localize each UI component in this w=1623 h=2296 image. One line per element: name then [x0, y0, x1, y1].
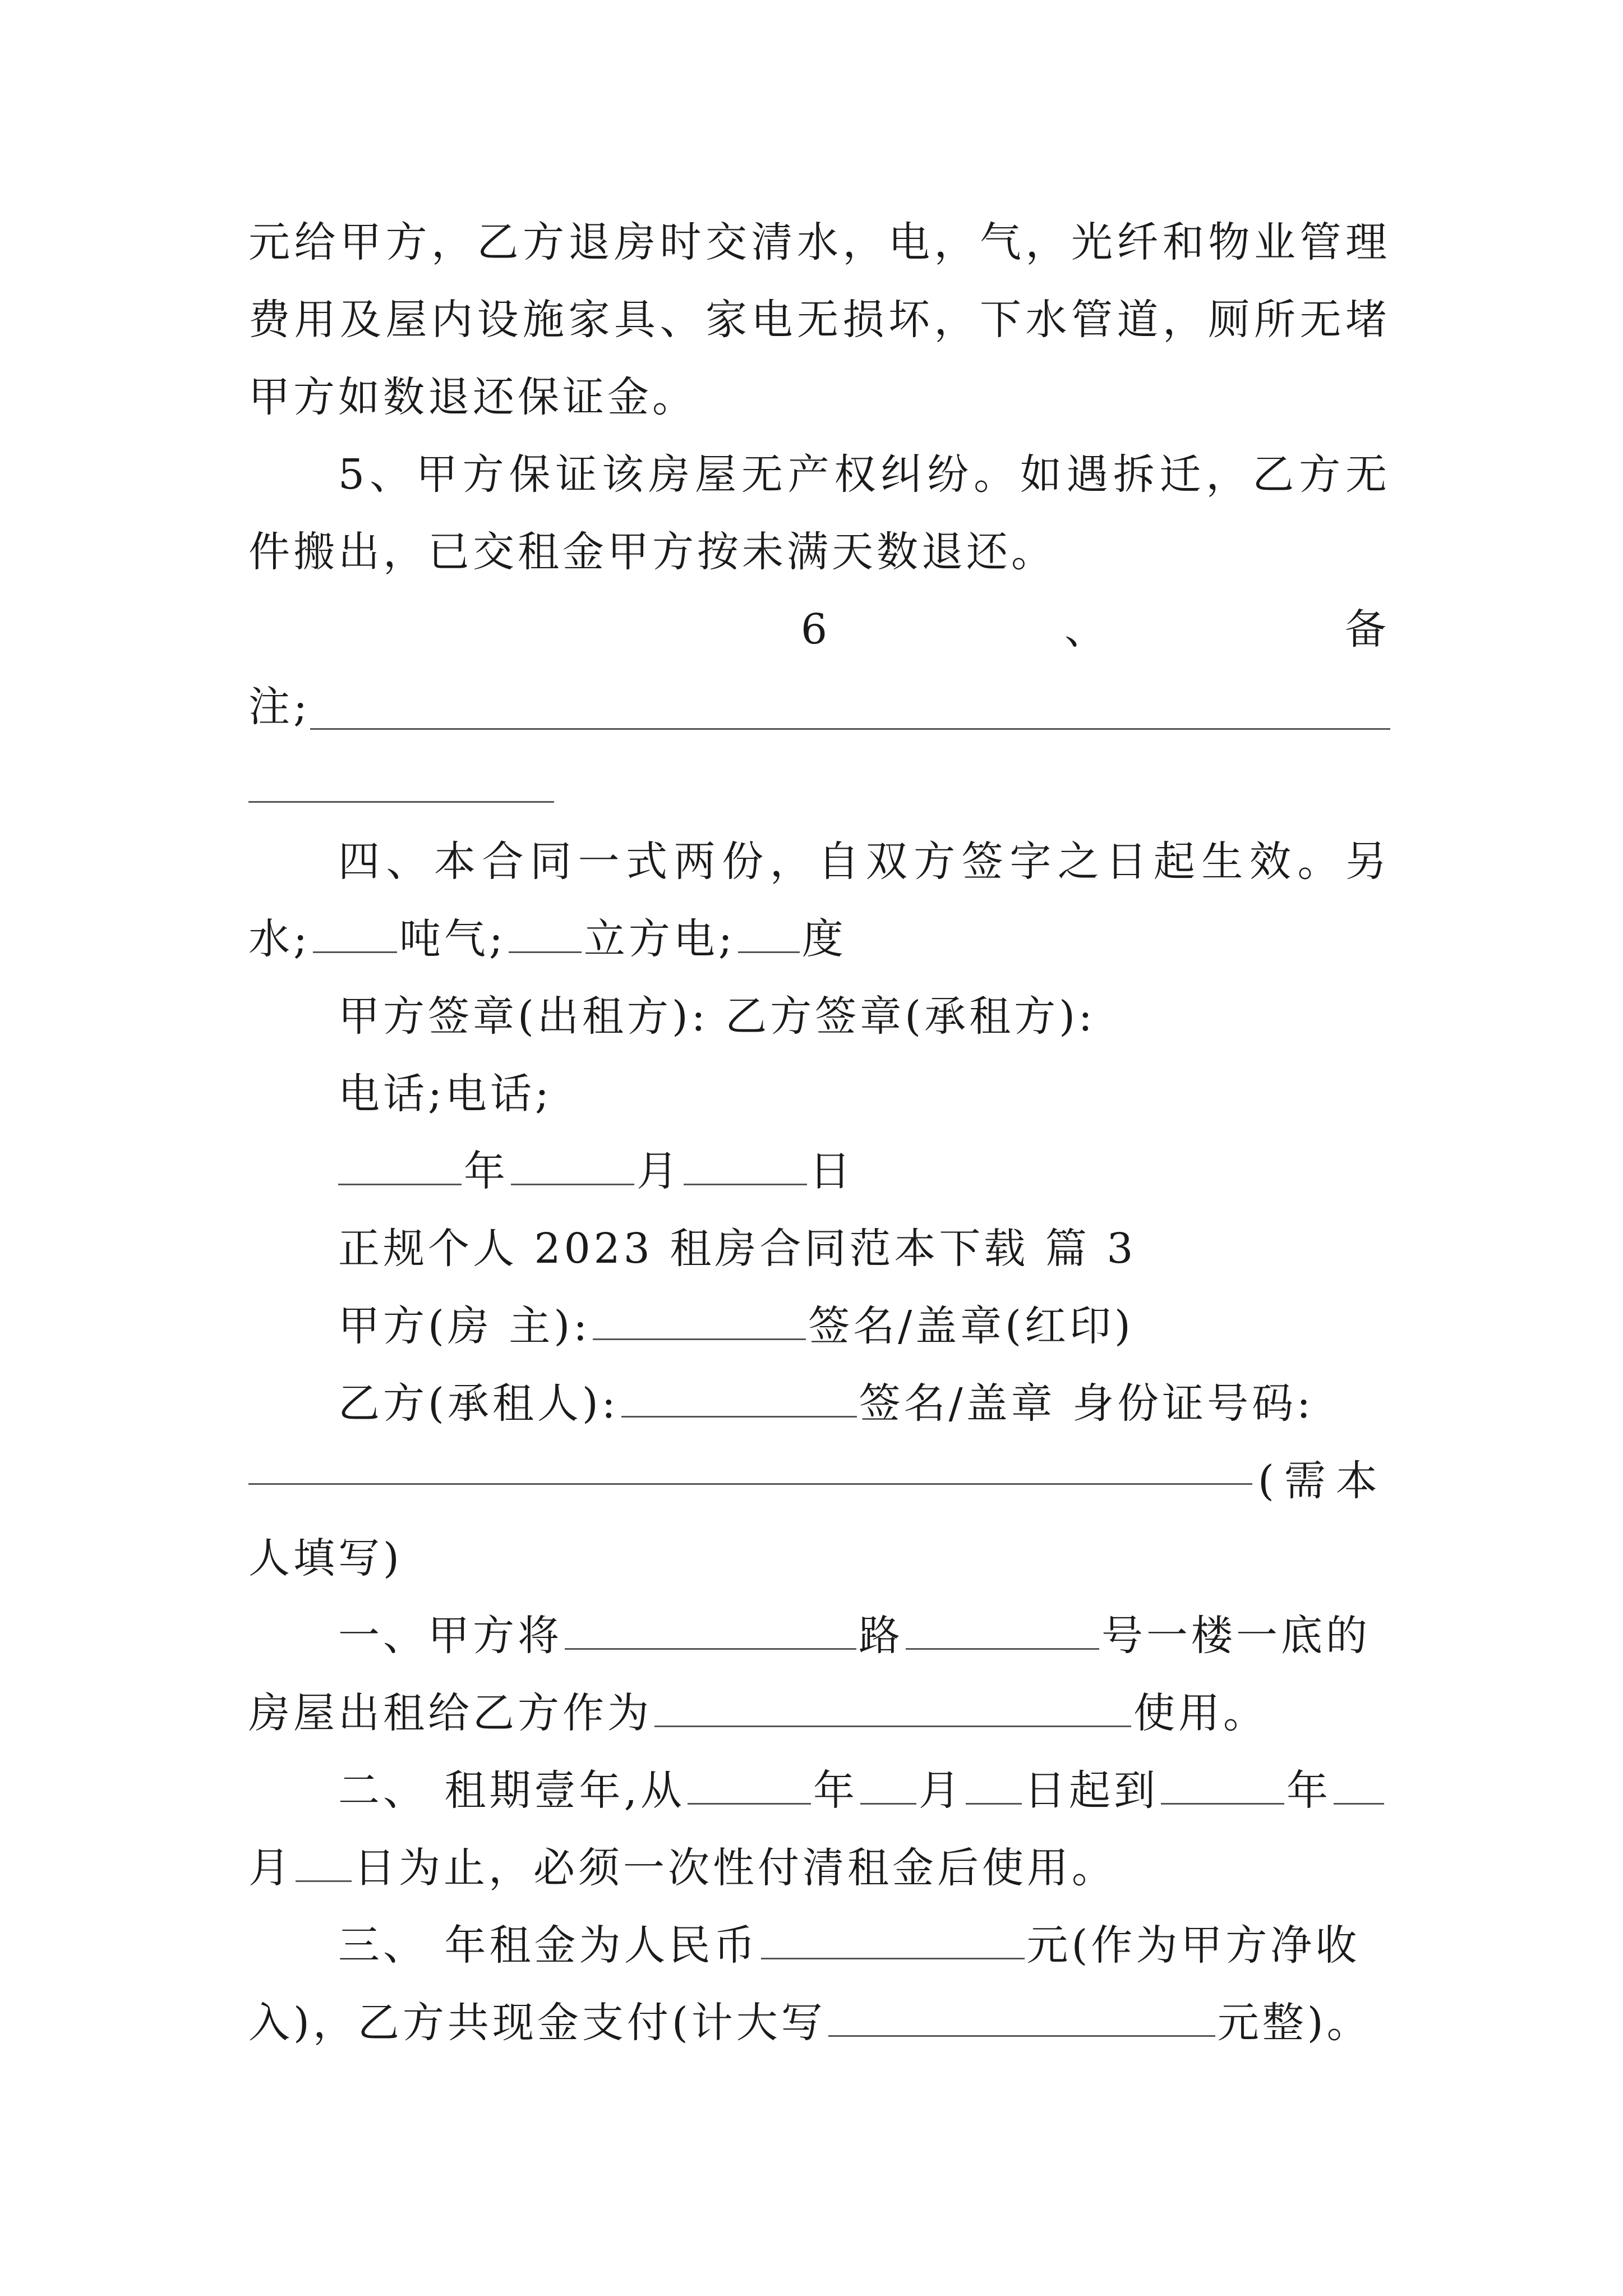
- remark-blank-line-1: [310, 728, 1390, 730]
- item-6-remark-word: 备: [1345, 605, 1386, 654]
- para-1-line-2: 费用及屋内设施家具、家电无损坏，下水管道，厕所无堵: [248, 296, 1390, 344]
- party-b-label: 乙方(承租人):: [338, 1379, 619, 1428]
- end-day-blank: [296, 1839, 352, 1882]
- remark-label: 注;: [248, 683, 311, 731]
- id-note: (需本: [1258, 1457, 1387, 1505]
- number-blank: [906, 1607, 1099, 1650]
- clause-2-line-1: [248, 1761, 1390, 1820]
- id-number-blank: [248, 1483, 1252, 1485]
- electricity-label: 立方电;: [583, 915, 736, 963]
- degree-label: 度: [801, 915, 847, 963]
- clause-2-text-a: 二、 租期壹年,从: [338, 1766, 686, 1815]
- clause-1-line-1: [248, 1607, 1390, 1665]
- phone-line: 电话;电话;: [338, 1070, 552, 1118]
- party-a-blank: [593, 1297, 806, 1340]
- party-a-suffix: 签名/盖章(红印): [808, 1302, 1134, 1350]
- clause-2-text-e: 年: [1287, 1766, 1332, 1815]
- para-2-line-2: 件搬出，已交租金甲方按未满天数退还。: [248, 528, 1056, 576]
- water-label: 水;: [248, 915, 311, 963]
- rent-words-blank: [828, 1994, 1215, 2037]
- party-a-line: [248, 1297, 1390, 1355]
- clause-3-text-d: 元整)。: [1217, 1999, 1372, 2047]
- clause-2-text-f: 月: [248, 1844, 293, 1892]
- clause-1-text-b: 路: [859, 1612, 903, 1660]
- item-6-number: 6: [801, 605, 828, 654]
- para-4-line-2: [248, 910, 1390, 968]
- clause-2-text-g: 日为止，必须一次性付清租金后使用。: [354, 1844, 1117, 1892]
- para-2-line-1: 5、甲方保证该房屋无产权纠纷。如遇拆迁，乙方无: [338, 450, 1390, 499]
- clause-2-line-2: [248, 1839, 1390, 1897]
- water-blank: [313, 910, 397, 953]
- date-line: [248, 1142, 1390, 1200]
- gas-blank: [509, 910, 582, 953]
- signature-line: 甲方签章(出租方): 乙方签章(承租方):: [338, 992, 1096, 1041]
- street-blank: [565, 1607, 856, 1650]
- clause-3-text-b: 元(作为甲方净收: [1026, 1921, 1361, 1970]
- end-month-blank: [1334, 1761, 1384, 1805]
- day-blank: [684, 1142, 807, 1185]
- clause-1-text-c: 号一楼一底的: [1101, 1612, 1371, 1660]
- end-year-blank: [1161, 1761, 1284, 1805]
- para-4-line-1: 四、本合同一式两份，自双方签字之日起生效。另: [338, 838, 1390, 886]
- month-blank: [511, 1142, 634, 1185]
- year-label: 年: [464, 1147, 509, 1195]
- clause-3-text-a: 三、 年租金为人民币: [338, 1921, 759, 1970]
- clause-1-text-e: 使用。: [1133, 1689, 1268, 1737]
- remark-blank-line-2: [248, 801, 554, 803]
- item-6-separator: 、: [1064, 605, 1106, 654]
- party-b-line: [248, 1374, 1390, 1433]
- start-month-blank: [860, 1761, 916, 1805]
- party-b-suffix: 签名/盖章 身份证号码:: [859, 1379, 1315, 1428]
- start-day-blank: [966, 1761, 1022, 1805]
- rent-amount-blank: [761, 1916, 1025, 1959]
- clause-3-text-c: 入)，乙方共现金支付(计大写: [248, 1999, 826, 2047]
- start-year-blank: [688, 1761, 811, 1805]
- para-1-line-3: 甲方如数退还保证金。: [248, 373, 697, 421]
- clause-3-line-2: [248, 1994, 1390, 2052]
- clause-2-text-c: 月: [919, 1766, 964, 1815]
- clause-1-text-a: 一、甲方将: [338, 1612, 562, 1660]
- party-a-label: 甲方(房 主):: [338, 1302, 591, 1350]
- clause-3-line-1: [248, 1916, 1390, 1975]
- day-label: 日: [809, 1147, 854, 1195]
- clause-2-text-b: 年: [813, 1766, 859, 1815]
- clause-1-text-d: 房屋出租给乙方作为: [248, 1689, 652, 1737]
- party-b-blank: [621, 1374, 857, 1418]
- usage-blank: [654, 1684, 1131, 1727]
- id-note-line-2: 人填写): [248, 1534, 403, 1582]
- electricity-blank: [738, 910, 800, 953]
- month-label: 月: [637, 1147, 681, 1195]
- gas-label: 吨气;: [399, 915, 506, 963]
- clause-1-line-2: [248, 1684, 1390, 1742]
- year-blank: [338, 1142, 462, 1185]
- para-1-line-1: 元给甲方，乙方退房时交清水，电，气，光纤和物业管理: [248, 218, 1390, 266]
- clause-2-text-d: 日起到: [1024, 1766, 1159, 1815]
- section-heading: 正规个人 2023 租房合同范本下载 篇 3: [338, 1225, 1137, 1273]
